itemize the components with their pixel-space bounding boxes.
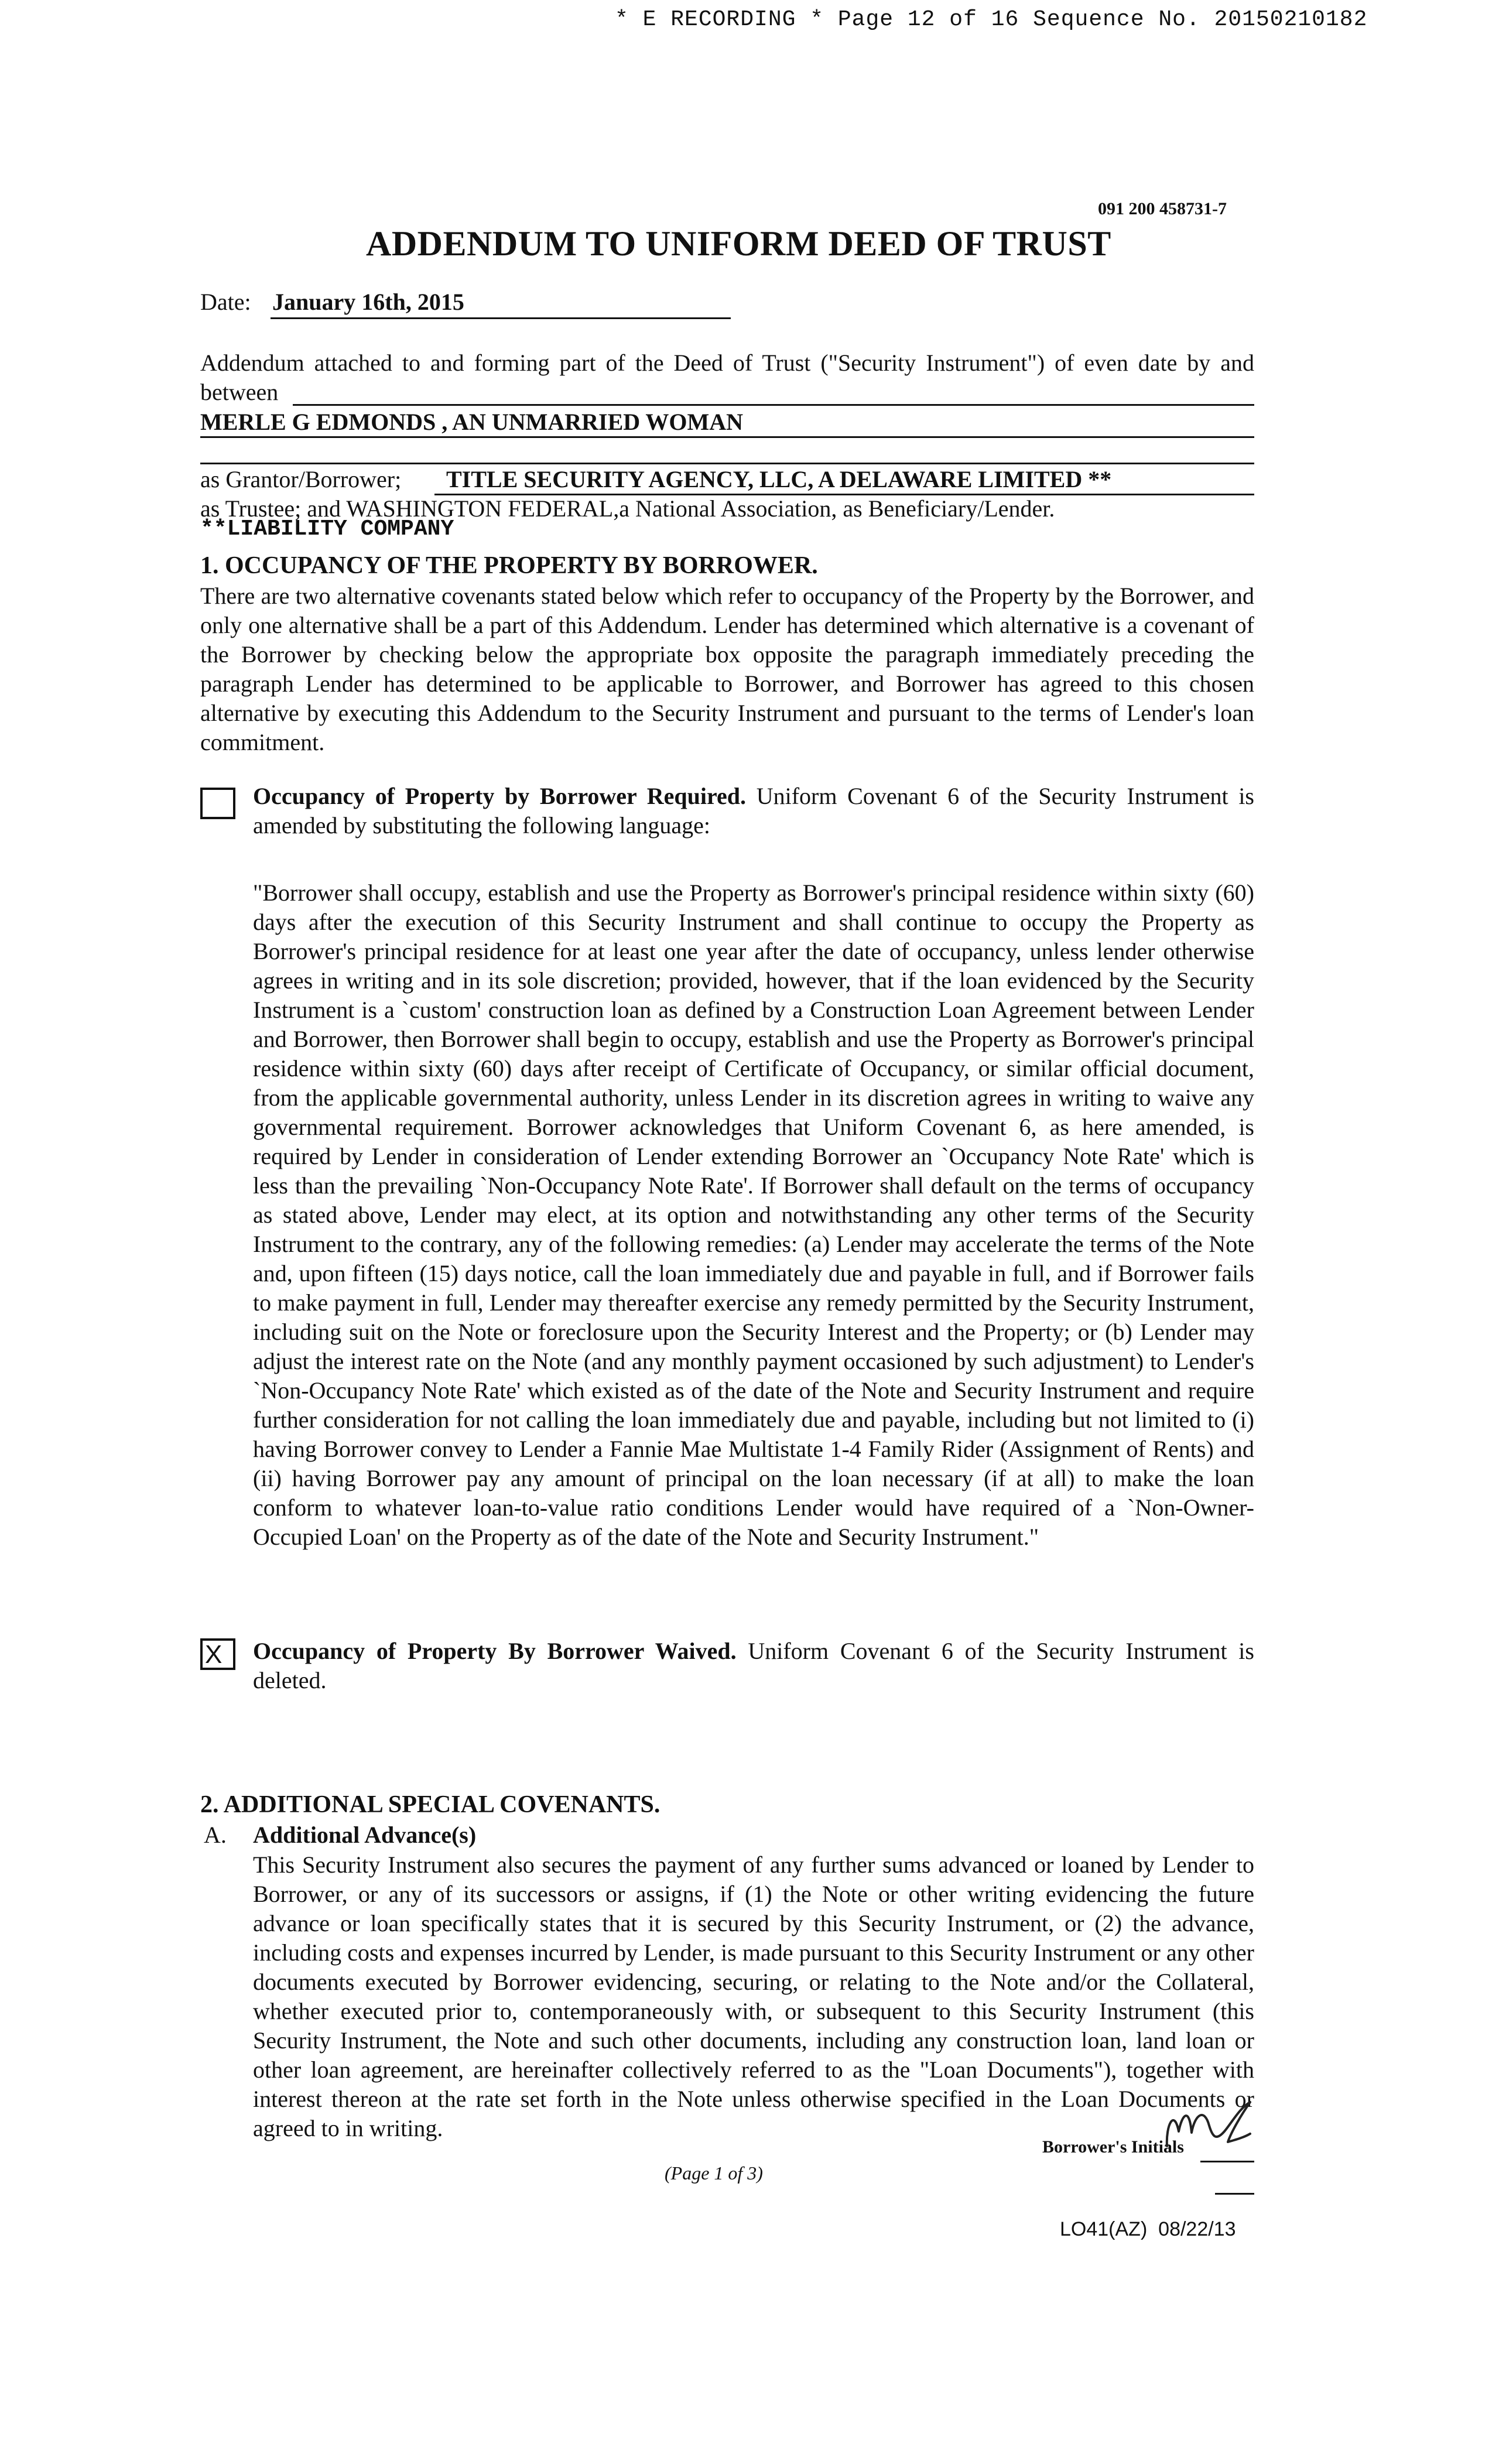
trustee-name: TITLE SECURITY AGENCY, LLC, A DELAWARE LIMITED **: [446, 466, 1112, 492]
quoted-language: "Borrower shall occupy, establish and use the Property as Borrower's principal residence within sixty (60) days after the execution of this Security Instrument and shall continue to occupy the Property as Borrower's principal residence for at least one year after the date of occupancy, unless lender otherwise agrees in writing and in its sole discretion; provided, however, that if the loan evidenced by the Security Instrument is a `custom' construction loan as defined by a Construction Loan Agreement between Lender and Borrower, then Borrower shall begin to occupy, establish and use the Property as Borrower's principal residence within sixty (60) days after receipt of Certificate of Occupancy, or similar official document, from the applicable governmental authority, unless Lender in its discretion agrees in writing to waive any governmental requirement. Borrower acknowledges that Uniform Covenant 6, as here amended, is required by Lender in consideration of Lender extending Borrower an `Occupancy Note Rate' which is less than the prevailing `Non-Occupancy Note Rate'. If Borrower shall default on the terms of occupancy as stated above, Lender may elect, at its option and notwithstanding any other terms of the Security Instrument to the contrary, any of the following remedies: (a) Lender may accelerate the terms of the Note and, upon fifteen (15) days notice, call the loan immediately due and payable in full, and if Borrower fails to make payment in full, Lender may thereafter exercise any remedy permitted by the Security Instrument, including suit on the Note or foreclosure upon the Security Interest and the Property; or (b) Lender may adjust the interest rate on the Note (and any monthly payment occasioned by such adjustment) to Lender's `Non-Occupancy Note Rate' which existed as of the date of the Note and Security Instrument and require further consideration for not calling the loan immediately due and payable, including but not limited to (i) having Borrower convey to Lender a Fannie Mae Multistate 1-4 Family Rider (Assignment of Rents) and (ii) having Borrower pay any amount of principal on the loan necessary (if at all) to make the loan conform to whatever loan-to-value ratio conditions Lender would have required of a `Non-Owner-Occupied Loan' on the Property as of the date of the Note and Security Instrument.": [253, 879, 1254, 1550]
occupancy-waived-title: Occupancy of Property By Borrower Waived.: [253, 1638, 737, 1664]
page-label: (Page 1 of 3): [665, 2162, 763, 2184]
occupancy-required-title: Occupancy of Property by Borrower Required.: [253, 783, 747, 809]
borrower-name-underline: [200, 436, 1254, 438]
section-2a-letter: A.: [204, 1822, 227, 1848]
loan-number: 091 200 458731-7: [1098, 199, 1227, 218]
occupancy-waived-mark: X: [205, 1640, 223, 1669]
occupancy-waived-text: Uniform Covenant 6 of the Security Instrument is deleted.: [253, 1638, 1254, 1693]
borrower-initials-label: Borrower's Initials: [1042, 2137, 1184, 2157]
occupancy-required-paragraph: [253, 782, 1254, 840]
recording-header: * E RECORDING * Page 12 of 16 Sequence No. 20150210182: [615, 7, 1368, 32]
intro-text: Addendum attached to and forming part of the Deed of Trust ("Security Instrument") of even date by and between: [200, 350, 1254, 405]
footer-short-line: [1215, 2193, 1254, 2195]
between-line: [293, 404, 1254, 406]
blank-line: [200, 463, 1254, 464]
occupancy-required-checkbox[interactable]: [200, 788, 235, 819]
trustee-note: **LIABILITY COMPANY: [200, 516, 454, 542]
occupancy-waived-paragraph: [253, 1637, 1254, 1695]
form-code: LO41(AZ) 08/22/13: [1060, 2218, 1236, 2240]
date-underline: [271, 317, 731, 319]
section-2a-title: Additional Advance(s): [253, 1822, 477, 1848]
date-label: Date:: [200, 289, 251, 315]
occupancy-required-text: Uniform Covenant 6 of the Security Instrument is amended by substituting the following language:: [253, 783, 1254, 839]
trustee-line: as Trustee; and WASHINGTON FEDERAL,a National Association, as Beneficiary/Lender.: [200, 495, 1055, 522]
date-value: January 16th, 2015: [272, 289, 464, 315]
section-1-intro: There are two alternative covenants stated below which refer to occupancy of the Property by the Borrower, and only one alternative shall be a part of this Addendum. Lender has determined which alternative is a covenant of the Borrower by checking below the appropriate box opposite the paragraph immediately preceding the paragraph Lender has determined to be applicable to Borrower, and Borrower has agreed to this chosen alternative by executing this Addendum to the Security Instrument and pursuant to the terms of Lender's loan commitment.: [200, 583, 1254, 755]
grantor-label: as Grantor/Borrower;: [200, 466, 402, 492]
section-1-heading: 1. OCCUPANCY OF THE PROPERTY BY BORROWER.: [200, 552, 818, 579]
document-title: ADDENDUM TO UNIFORM DEED OF TRUST: [366, 224, 1111, 263]
borrower-initials-signature: [1162, 2090, 1256, 2161]
borrower-name: MERLE G EDMONDS , AN UNMARRIED WOMAN: [200, 409, 744, 435]
section-2a-text: This Security Instrument also secures the payment of any further sums advanced or loaned by Lender to Borrower, or any of its successors or assigns, if (1) the Note or other writing evidencing the future advance or loan specifically states that it is secured by this Security Instrument, or (2) the advance, including costs and expenses incurred by Lender, is made pursuant to this Security Instrument or any other documents executed by Borrower evidencing, securing, or relating to the Note and/or the Collateral, whether executed prior to, contemporaneously with, or subsequent to this Security Instrument (this Security Instrument, the Note and such other documents, including any construction loan, land loan or other loan agreement, are hereinafter collectively referred to as the "Loan Documents"), together with interest thereon at the rate set forth in the Note unless otherwise specified in the Loan Documents or agreed to in writing.: [253, 1852, 1254, 2141]
section-2-heading: 2. ADDITIONAL SPECIAL COVENANTS.: [200, 1791, 660, 1818]
initials-line: [1200, 2161, 1254, 2162]
occupancy-waived-checkbox[interactable]: [200, 1638, 235, 1670]
